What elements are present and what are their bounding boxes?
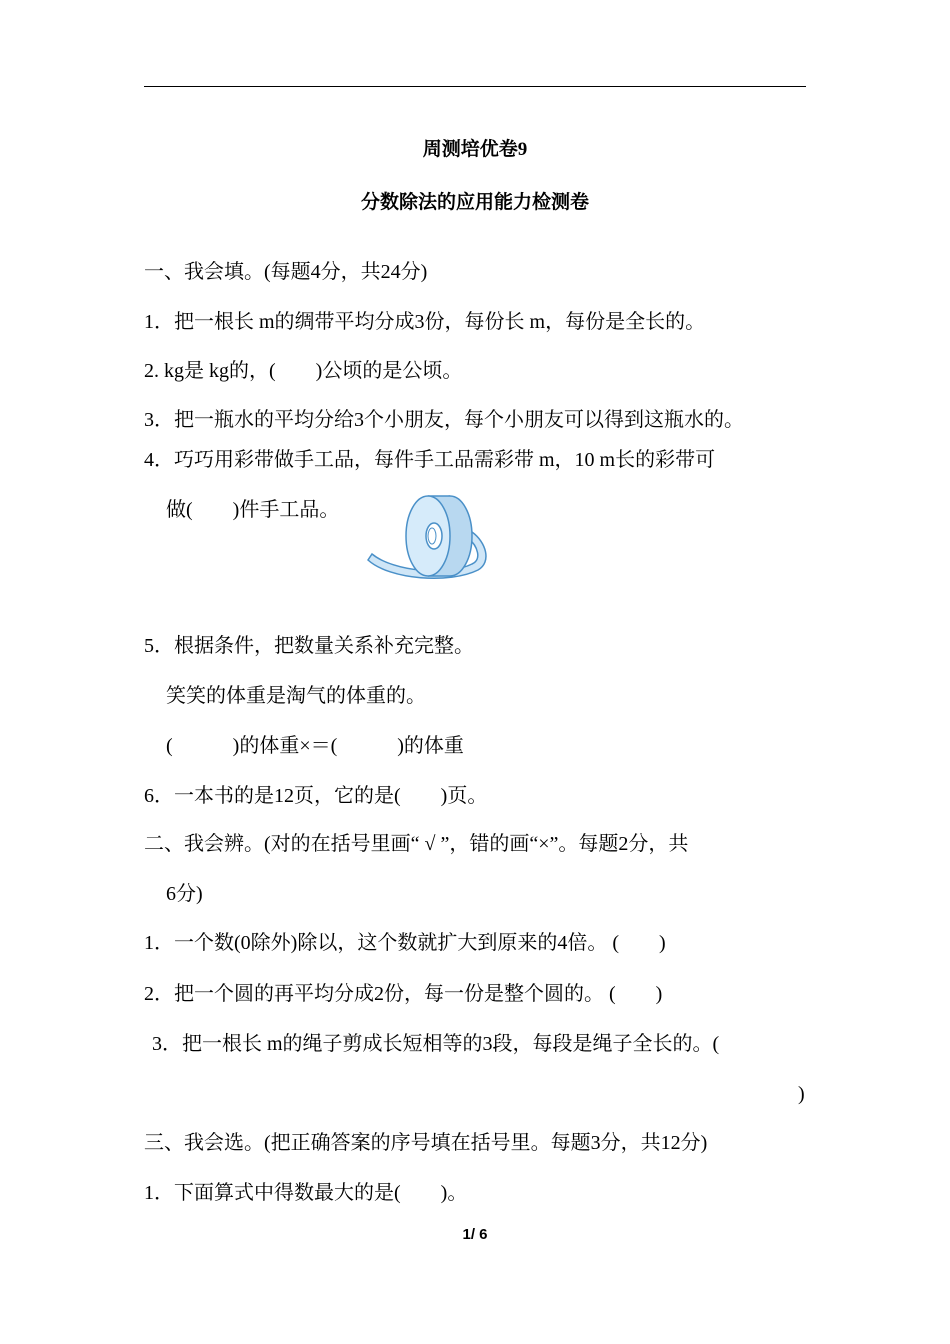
ribbon-roll-illustration [360,492,492,592]
section1-q2: 2. kg是 kg的，( )公顷的是公顷。 [144,360,463,382]
section2-q3: 3．把一根长 m的绳子剪成长短相等的3段，每段是绳子全长的。( [152,1033,720,1055]
page-title: 周测培优卷9 [422,139,528,160]
section1-q6: 6．一本书的是12页，它的是( )页。 [144,785,488,807]
section2-q3-close: ) [798,1083,805,1105]
section1-q4-line2: 做( )件手工品。 [166,499,340,521]
section3-q1: 1．下面算式中得数最大的是( )。 [144,1182,468,1204]
section2-heading-line1: 二、我会辨。(对的在括号里画“ √ ”，错的画“×”。每题2分，共 [144,833,689,855]
section3-heading: 三、我会选。(把正确答案的序号填在括号里。每题3分，共12分) [144,1132,708,1154]
header-rule [144,86,806,87]
section1-q5: 5．根据条件，把数量关系补充完整。 [144,635,474,657]
page-subtitle: 分数除法的应用能力检测卷 [360,192,589,213]
section1-q5-relation: ( )的体重×＝( )的体重 [166,735,464,757]
section1-q5-condition: 笑笑的体重是淘气的体重的。 [166,685,426,707]
section1-heading: 一、我会填。(每题4分，共24分) [144,261,428,283]
section1-q1: 1．把一根长 m的绸带平均分成3份，每份长 m，每份是全长的。 [144,311,706,333]
section1-q3: 3．把一瓶水的平均分给3个小朋友，每个小朋友可以得到这瓶水的。 [144,409,744,431]
page-number: 1/ 6 [462,1226,488,1243]
section2-q2: 2．把一个圆的再平均分成2份，每一份是整个圆的。 ( ) [144,983,663,1005]
section2-heading-line2: 6分) [166,883,203,905]
section2-q1: 1．一个数(0除外)除以，这个数就扩大到原来的4倍。 ( ) [144,932,666,954]
section1-q4-line1: 4．巧巧用彩带做手工品，每件手工品需彩带 m，10 m长的彩带可 [144,449,716,471]
